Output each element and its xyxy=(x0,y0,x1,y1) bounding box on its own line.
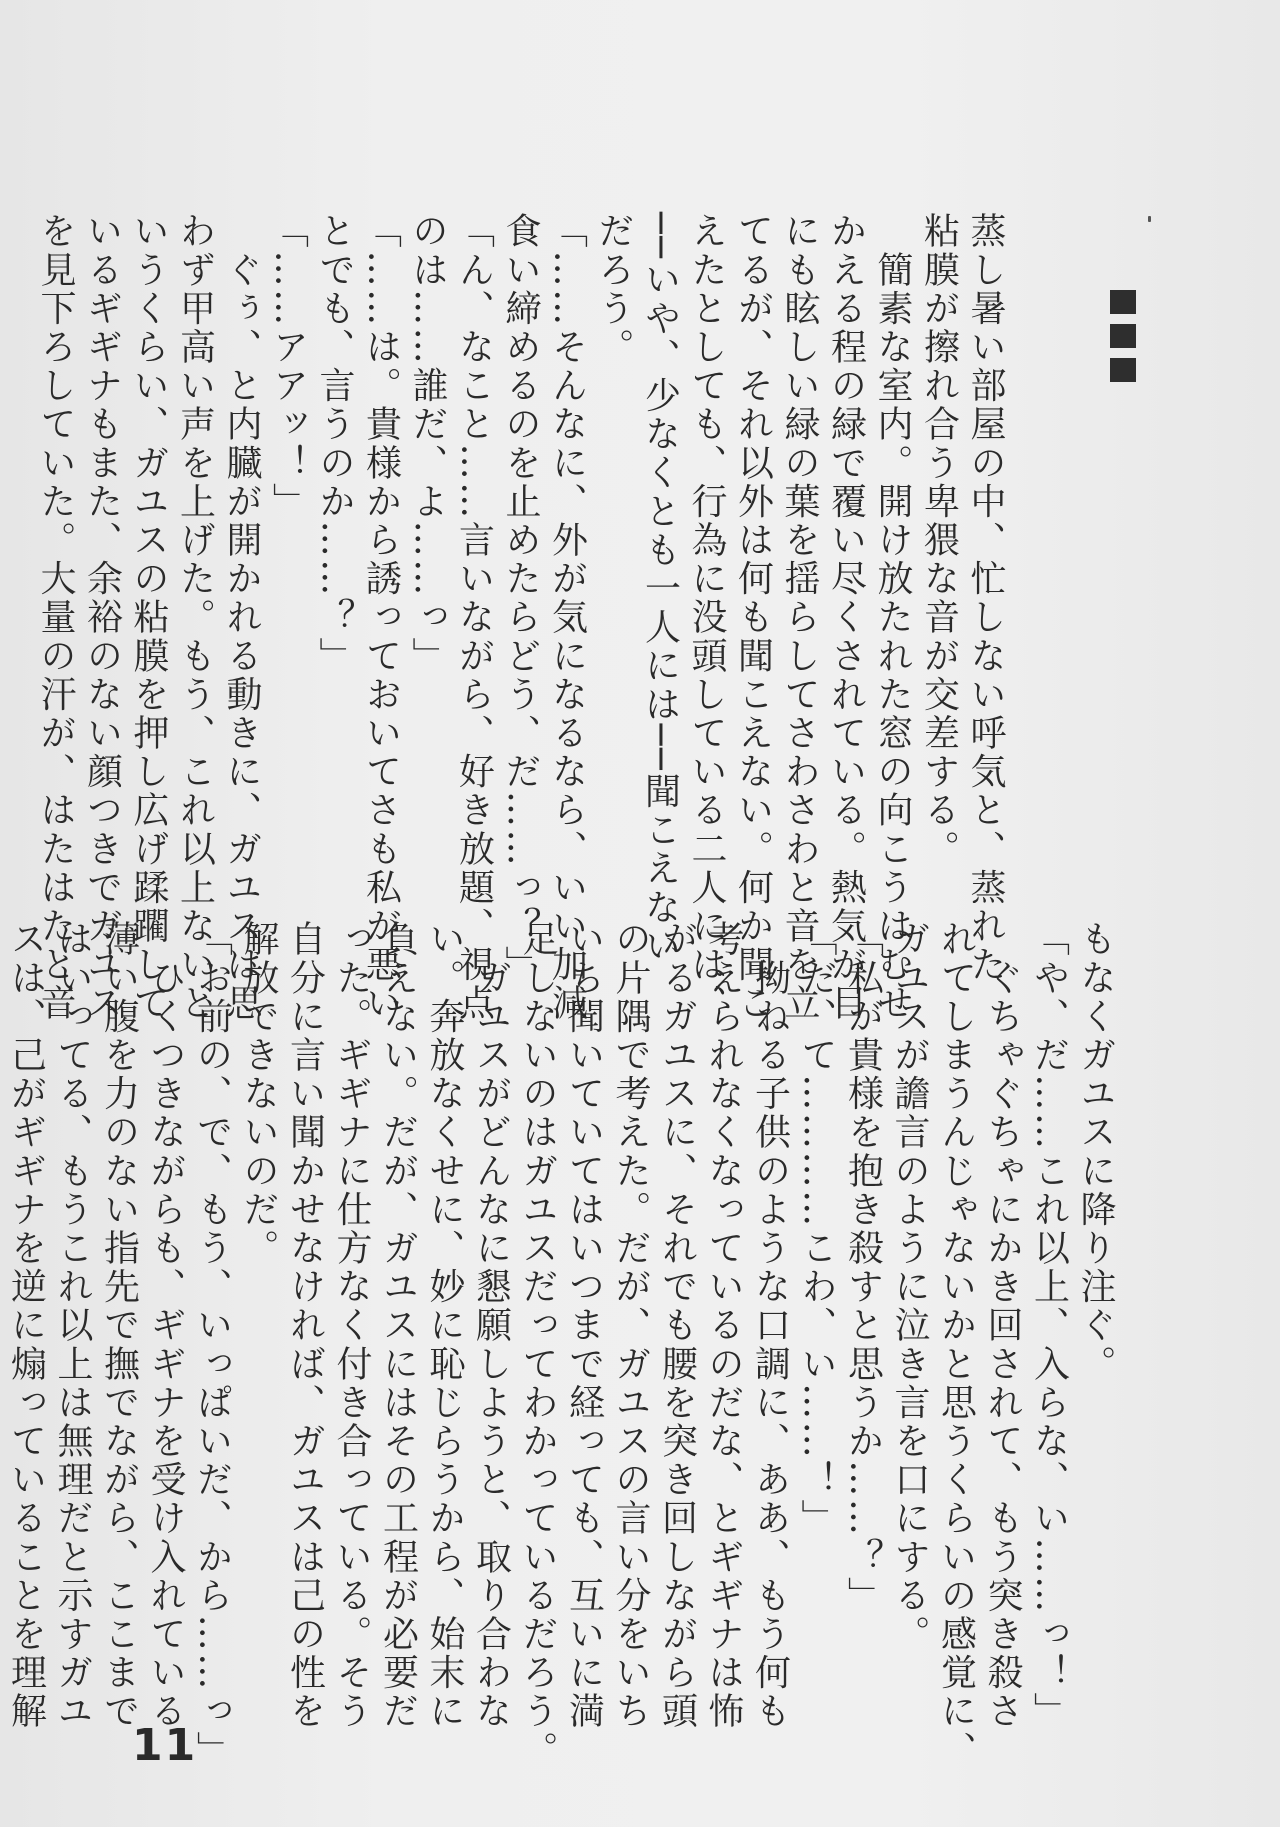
text-line: ぐぅ、と内臓が開かれる動きに、ガユスは思 xyxy=(221,212,262,1023)
text-line: 「だ、て…………こわ、い……！」 xyxy=(796,920,837,1538)
text-line: 「や、だ……これ以上、入らな、い……っ！」 xyxy=(1028,920,1070,1731)
text-line: スは、己がギギナを逆に煽っていることを理解 xyxy=(5,920,47,1731)
text-line: 「……は。貴様から誘っておいてさも私が悪い xyxy=(360,212,402,1023)
text-line: ガユスがどんなに懇願しようと、取り合わな xyxy=(470,920,512,1731)
scene-break-square xyxy=(1110,324,1136,348)
text-line: 薄い腹を力のない指先で撫でながら、ここまで xyxy=(98,920,140,1731)
text-line: はいってる、もうこれ以上は無理だと示すガユ xyxy=(52,920,93,1731)
upper-text-block xyxy=(35,212,1008,1023)
text-line: の片隅で考えた。だが、ガユスの言い分をいち xyxy=(610,920,651,1731)
text-line: 「私が貴様を抱き殺すと思うか……？」 xyxy=(842,920,884,1615)
scene-break-square xyxy=(1110,358,1136,382)
text-line: 「お前の、で、もう、いっぱいだ、から……っ」 xyxy=(191,920,233,1770)
text-line: い。奔放なくせに、妙に恥じらうから、始末に xyxy=(424,920,465,1731)
text-line: 考えられなくなっているのだな、とギギナは怖 xyxy=(703,920,744,1731)
text-line: を見下ろしていた。大量の汗が、はたはたと音 xyxy=(35,212,76,1023)
text-line: 食い締めるのを止めたらどう、だ……っ？」 xyxy=(500,212,541,984)
page-number: 11 xyxy=(132,1720,198,1771)
ink-speck xyxy=(1148,216,1151,222)
scene-break-marker xyxy=(1110,290,1136,382)
text-line: 簡素な室内。開け放たれた窓の向こうはむせ xyxy=(872,212,913,1023)
text-line: 蒸し暑い部屋の中、忙しない呼気と、蒸れた xyxy=(965,212,1006,984)
text-line: ガユスが譫言のように泣き言を口にする。 xyxy=(889,920,930,1654)
text-line: 解放できないのだ。 xyxy=(238,920,279,1268)
text-line: にも眩しい緑の葉を揺らしてさわさわと音を立 xyxy=(779,212,820,1023)
text-line: 「……アアッ！」 xyxy=(267,212,309,521)
text-line: いるギギナもまた、余裕のない顔つきでガユス xyxy=(81,212,123,1023)
text-line: れてしまうんじゃないかと思うくらいの感覚に、 xyxy=(935,920,977,1770)
text-line: 負えない。だが、ガユスにはその工程が必要だ xyxy=(377,920,419,1731)
text-line: がるガユスに、それでも腰を突き回しながら頭 xyxy=(656,920,698,1731)
text-line: ぐちゃぐちゃにかき回されて、もう突き殺さ xyxy=(982,920,1023,1731)
text-line: いち聞いていてはいつまで経っても、互いに満 xyxy=(563,920,605,1731)
text-line: もなくガユスに降り注ぐ。 xyxy=(1075,920,1116,1384)
text-line: った。ギギナに仕方なく付き合っている。そう xyxy=(331,920,372,1731)
text-line: 粘膜が擦れ合う卑猥な音が交差する。 xyxy=(918,212,960,869)
text-line: かえる程の緑で覆い尽くされている。熱気が目 xyxy=(825,212,867,1023)
text-line: わず甲高い声を上げた。もう、これ以上ないと xyxy=(174,212,216,1023)
text-line: のは……誰だ、よ……っ」 xyxy=(407,212,448,676)
text-line: 自分に言い聞かせなければ、ガユスは己の性を xyxy=(284,920,326,1731)
scene-break-square xyxy=(1110,290,1136,314)
text-line: えたとしても、行為に没頭している二人には、 xyxy=(686,212,727,1023)
text-line: だろう。 xyxy=(593,212,634,367)
text-line: 「ん、なこと……言いながら、好き放題、視点 xyxy=(453,212,495,1023)
text-line: 「……そんなに、外が気になるなら、いい加減 xyxy=(546,212,588,1023)
text-line: ──いや、少なくとも一人には──聞こえない xyxy=(639,212,681,966)
text-line: 足しないのはガユスだってわかっているだろう。 xyxy=(517,920,558,1770)
text-line: いうくらい、ガユスの粘膜を押し広げ蹂躙して xyxy=(128,212,169,1023)
text-line: ひくつきながらも、ギギナを受け入れている xyxy=(145,920,186,1731)
text-line: てるが、それ以外は何も聞こえない。何か聞こ xyxy=(732,212,774,1023)
text-line: 拗ねる子供のような口調に、ああ、もう何も xyxy=(749,920,791,1731)
text-line: とでも、言うのか……？」 xyxy=(314,212,355,676)
